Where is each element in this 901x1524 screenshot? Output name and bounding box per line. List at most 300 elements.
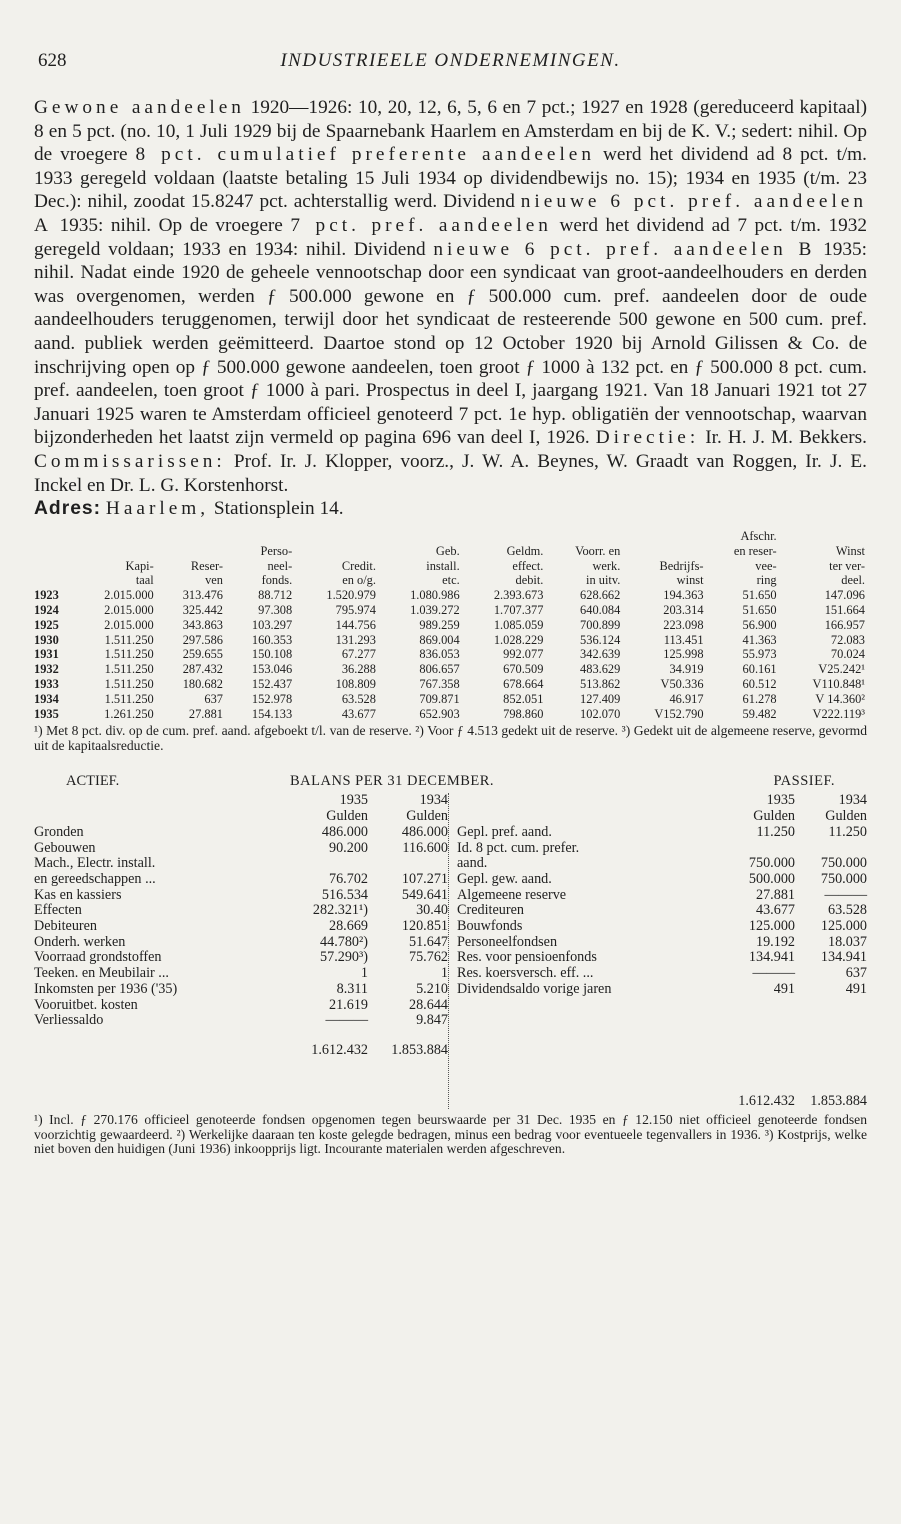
- balance-row: [457, 935, 867, 951]
- address-line: [34, 497, 867, 521]
- balance-row: [457, 856, 867, 872]
- column-header: [34, 544, 72, 559]
- activa-column: [34, 793, 449, 1109]
- table-cell: 41.363: [742, 632, 777, 647]
- table-cell: 51.650: [742, 603, 777, 618]
- table-cell: 36.288: [341, 662, 376, 677]
- table-cell: 852.051: [503, 691, 544, 706]
- table-cell: 678.664: [503, 677, 544, 692]
- table-cell: 513.862: [580, 677, 621, 692]
- table-cell: 1.511.250: [104, 677, 154, 692]
- body-text: 1935: nihil. Op de vroegere: [51, 214, 291, 236]
- balance-sheet: [34, 793, 867, 1109]
- balance-item-value: ———: [752, 965, 795, 982]
- balance-item-value: 750.000: [820, 855, 867, 872]
- balance-item-label: Personeelfondsen: [457, 934, 558, 950]
- balance-item-value: ———: [824, 886, 867, 903]
- table-cell: 836.053: [419, 647, 460, 662]
- column-header: [156, 544, 225, 559]
- balance-item-value: 57.290³): [320, 949, 368, 966]
- table-row: [34, 647, 867, 662]
- table-row: [34, 603, 867, 618]
- table-cell: 992.077: [503, 647, 544, 662]
- table-cell: 43.677: [341, 706, 376, 721]
- table-cell: 1.028.229: [493, 632, 544, 647]
- address-label: Adres:: [34, 498, 102, 520]
- unit-header: Gulden: [753, 808, 795, 825]
- balance-item-value: 491: [773, 980, 795, 997]
- row-year: 1931: [34, 647, 59, 662]
- running-title: INDUSTRIEELE ONDERNEMINGEN.: [280, 50, 621, 71]
- table-cell: 343.863: [182, 617, 223, 632]
- table-cell: 160.353: [251, 632, 293, 647]
- table-cell: 55.973: [742, 647, 777, 662]
- balance-item-label: Algemeene reserve: [457, 887, 567, 903]
- total-1934: 1.853.884: [810, 1092, 867, 1109]
- table-cell: 144.756: [335, 617, 376, 632]
- balance-item-value: ———: [325, 1012, 368, 1029]
- table-cell: 709.871: [419, 691, 460, 706]
- balance-item-label: aand.: [457, 856, 488, 872]
- balance-row: [34, 935, 448, 951]
- balance-row: [34, 1013, 448, 1029]
- balance-item-value: [368, 856, 448, 872]
- balance-item-value: 90.200: [328, 839, 368, 856]
- column-header: Afschr.: [740, 529, 777, 544]
- column-header: [545, 529, 622, 544]
- table-cell: 151.664: [824, 603, 865, 618]
- balance-item-value: 1: [360, 965, 368, 982]
- balance-item-value: 51.647: [408, 933, 448, 950]
- balance-item-label: Onderh. werken: [34, 934, 126, 950]
- balance-row: [457, 872, 867, 888]
- address-city: Haarlem,: [105, 498, 210, 520]
- balance-item-value: 28.669: [328, 918, 368, 935]
- spaced-term: nieuwe 6 pct. pref. aandeelen A: [34, 191, 867, 236]
- balance-item-label: en gereedschappen ...: [34, 871, 156, 887]
- table-cell: 1.511.250: [104, 691, 154, 706]
- table-cell: 60.512: [742, 677, 777, 692]
- balance-item-label: Gebouwen: [34, 840, 96, 856]
- passiva-column: [449, 793, 867, 1109]
- table-cell: 342.639: [580, 647, 621, 662]
- column-header: [225, 529, 294, 544]
- column-header: etc.: [442, 573, 460, 588]
- balance-item-value: 5.210: [416, 980, 448, 997]
- column-header: vee-: [755, 558, 777, 573]
- balance-item-value: 500.000: [748, 870, 795, 887]
- column-header: Kapi-: [125, 558, 154, 573]
- row-year: 1930: [34, 632, 59, 647]
- table-cell: 806.657: [419, 662, 460, 677]
- table-cell: 67.277: [341, 647, 376, 662]
- table-cell: 154.133: [251, 706, 293, 721]
- balance-item-value: 30.40: [416, 902, 448, 919]
- table-cell: 795.974: [335, 603, 376, 618]
- table-cell: V50.336: [660, 677, 704, 692]
- table-cell: 102.070: [580, 706, 621, 721]
- column-header: [34, 529, 72, 544]
- table-cell: 46.917: [669, 691, 704, 706]
- balance-item-label: Gepl. pref. aand.: [457, 824, 552, 840]
- table-cell: 59.482: [742, 706, 777, 721]
- total-1935: 1.612.432: [311, 1042, 368, 1058]
- balance-row: [34, 841, 448, 857]
- column-header: effect.: [512, 558, 544, 573]
- column-header: ring: [756, 573, 777, 588]
- spaced-term: 7 pct. pref. aandeelen: [290, 214, 552, 236]
- table-cell: 1.085.059: [493, 617, 544, 632]
- address-street: Stationsplein 14.: [209, 498, 344, 520]
- table-cell: 2.015.000: [104, 617, 154, 632]
- balance-item-value: 516.534: [321, 886, 368, 903]
- balance-item-value: 282.321¹): [312, 902, 368, 919]
- table-cell: 127.409: [580, 691, 621, 706]
- balance-title: BALANS PER 31 DECEMBER.: [290, 773, 495, 790]
- table-row: [34, 633, 867, 648]
- balance-item-label: Gronden: [34, 824, 84, 840]
- column-header: ter ver-: [829, 558, 865, 573]
- activa-totals: [34, 1043, 448, 1059]
- balance-item-value: 134.941: [820, 949, 867, 966]
- table-row: [34, 662, 867, 677]
- table-cell: 1.039.272: [410, 603, 460, 618]
- column-header: [294, 544, 378, 559]
- balance-item-value: 18.037: [827, 933, 867, 950]
- table-cell: V110.848¹: [812, 677, 865, 692]
- table-cell: 103.297: [251, 617, 293, 632]
- table-row: [34, 692, 867, 707]
- table-cell: 325.442: [182, 603, 223, 618]
- table-cell: V 14.360²: [815, 691, 865, 706]
- table-cell: V25.242¹: [818, 662, 865, 677]
- balance-item-label: Teeken. en Meubilair ...: [34, 966, 169, 982]
- body-text: 1920—1926: 10, 20, 12, 6, 5, 6 en 7 pct.; 1927 en 1928 (gereduceerd kapitaal) 8 en 5 pct. (no. 10, 1 Juli 1929 bij de Spaarnebank Haarlem en Amsterdam en bij de K. V.; sedert: nihil. Op de vroegere: [34, 97, 867, 166]
- column-header: Geldm.: [506, 543, 544, 558]
- column-header: [779, 529, 867, 544]
- balance-footnotes: ¹) Incl. ƒ 270.176 officieel genoteerde fondsen opgenomen tegen beurswaarde per 31 Dec. 1935 en ƒ 12.150 niet officieel genoteerde fondsen voorzichtig gewaardeerd. ²) Werkelijke daaraan ten koste gelegde bedragen, minus een bedrag voor eventueele tegenvallers in 1936. ³) Kostprijs, welke niet boven den huidigen (Juni 1936) inkoopprijs ligt. Incourante materialen werden afgeschreven.: [34, 1112, 867, 1157]
- table-cell: 313.476: [182, 588, 223, 603]
- column-header: Perso-: [260, 543, 293, 558]
- balance-item-value: 116.600: [402, 839, 448, 856]
- row-year: 1932: [34, 662, 59, 677]
- balance-item-label: Effecten: [34, 903, 82, 919]
- balance-item-label: Gepl. gew. aand.: [457, 871, 552, 887]
- balance-item-label: Bouwfonds: [457, 919, 523, 935]
- page-number: 628: [38, 50, 67, 71]
- table-cell: V152.790: [654, 706, 704, 721]
- table-cell: 1.511.250: [104, 632, 154, 647]
- column-header: en reser-: [733, 543, 777, 558]
- year-header: 1935: [766, 792, 795, 809]
- balance-item-value: 44.780²): [320, 933, 368, 950]
- balance-item-value: 125.000: [748, 918, 795, 935]
- column-header: Credit.: [341, 558, 376, 573]
- column-header: ven: [205, 573, 223, 588]
- column-header: en o/g.: [342, 573, 376, 588]
- balance-item-value: 486.000: [401, 823, 448, 840]
- table-header-row: [34, 529, 867, 544]
- table-cell: 637: [204, 691, 223, 706]
- table-cell: 150.108: [251, 647, 293, 662]
- table-cell: 153.046: [251, 662, 293, 677]
- table-row: [34, 677, 867, 692]
- unit-header: Gulden: [406, 808, 448, 825]
- table-header-row: [34, 573, 867, 588]
- table-cell: 88.712: [258, 588, 293, 603]
- table-cell: 869.004: [419, 632, 460, 647]
- table-header-row: [34, 544, 867, 559]
- balance-row: [34, 919, 448, 935]
- table-cell: 61.278: [742, 691, 777, 706]
- passiva-unit-header: [457, 809, 867, 825]
- balance-row: [457, 919, 867, 935]
- table-cell: 34.919: [669, 662, 704, 677]
- column-header: deel.: [841, 573, 865, 588]
- balance-item-value: 19.192: [755, 933, 795, 950]
- table-cell: 2.015.000: [104, 603, 154, 618]
- year-header: 1935: [339, 792, 368, 809]
- row-year: 1924: [34, 603, 59, 618]
- column-header: install.: [426, 558, 460, 573]
- table-row: [34, 588, 867, 603]
- table-cell: 2.015.000: [104, 588, 154, 603]
- balance-item-value: 486.000: [321, 823, 368, 840]
- table-cell: 287.432: [182, 662, 223, 677]
- column-header: werk.: [592, 558, 621, 573]
- column-header: [156, 529, 225, 544]
- column-header: [72, 544, 156, 559]
- body-text: Ir. H. J. M. Bekkers.: [699, 427, 867, 449]
- balance-item-value: 28.644: [408, 996, 448, 1013]
- balance-item-label: Dividendsaldo vorige jaren: [457, 981, 612, 997]
- balance-item-value: 8.311: [336, 980, 368, 997]
- balance-item-value: 76.702: [328, 870, 368, 887]
- balance-item-label: Debiteuren: [34, 919, 98, 935]
- row-year: 1925: [34, 617, 59, 632]
- column-header: [378, 529, 462, 544]
- balance-row: [34, 982, 448, 998]
- balance-item-value: 11.250: [828, 823, 867, 840]
- balance-item-value: 549.641: [401, 886, 448, 903]
- balance-item-value: 750.000: [748, 855, 795, 872]
- year-header: 1934: [838, 792, 867, 809]
- activa-label: ACTIEF.: [66, 773, 120, 790]
- balance-item-label: Crediteuren: [457, 903, 524, 919]
- balance-item-label: Id. 8 pct. cum. prefer.: [457, 840, 580, 856]
- table-cell: 536.124: [580, 632, 621, 647]
- page-header: [34, 50, 867, 90]
- column-header: [34, 573, 72, 588]
- balance-row: [457, 966, 867, 982]
- balance-item-value: [725, 841, 795, 857]
- balance-item-value: 134.941: [748, 949, 795, 966]
- table-cell: 628.662: [580, 588, 621, 603]
- balance-item-value: 125.000: [820, 918, 867, 935]
- balance-item-label: Inkomsten per 1936 ('35): [34, 981, 178, 997]
- dividend-paragraph: [34, 96, 867, 497]
- table-cell: 652.903: [419, 706, 460, 721]
- table-cell: 51.650: [742, 588, 777, 603]
- column-header: winst: [676, 573, 704, 588]
- table-cell: 194.363: [663, 588, 704, 603]
- table-cell: 108.809: [335, 677, 376, 692]
- balance-item-value: 43.677: [755, 902, 795, 919]
- table-cell: V222.119³: [812, 706, 865, 721]
- table-cell: 483.629: [580, 662, 621, 677]
- row-year: 1934: [34, 691, 59, 706]
- table-cell: 56.900: [742, 617, 777, 632]
- column-header: Reser-: [190, 558, 223, 573]
- row-year: 1923: [34, 588, 59, 603]
- balance-item-value: 11.250: [756, 823, 795, 840]
- table-cell: 798.860: [503, 706, 544, 721]
- statistics-notes: ¹) Met 8 pct. div. op de cum. pref. aand. afgeboekt t/l. van de reserve. ²) Voor ƒ 4.513 gedekt uit de reserve. ³) Gedekt uit de algemeene reserve, gevormd uit de kapitaalsreductie.: [34, 723, 867, 754]
- column-header: in uitv.: [586, 573, 621, 588]
- column-header: [34, 559, 72, 574]
- column-header: neel-: [267, 558, 293, 573]
- balance-row: [457, 825, 867, 841]
- table-cell: 63.528: [341, 691, 376, 706]
- spaced-term: nieuwe 6 pct. pref. aandeelen B: [433, 238, 816, 260]
- balance-item-value: 107.271: [401, 870, 448, 887]
- statistics-table: [34, 529, 867, 721]
- balance-row: [34, 872, 448, 888]
- balance-item-value: 120.851: [401, 918, 448, 935]
- column-header: Voorr. en: [575, 543, 621, 558]
- table-cell: 1.511.250: [104, 662, 154, 677]
- body-text: 1935: nihil. Nadat einde 1920 de geheele vennootschap door een syndicaat van groot-aandeelhouders en derden was overgenomen, werden ƒ 500.000 gewone en ƒ 500.000 cum. pref. aandeelen door de oude aandeelhouders teruggenomen, terwijl door het syndicaat de resteerende 500 gewone en 500 cum. pref. aand. publiek werden geëmitteerd. Daartoe stond op 12 October 1920 bij Arnold Gilissen & Co. de inschrijving open op ƒ 500.000 gewone aandeelen, toen groot ƒ 1000 à 132 pct. en ƒ 500.000 8 pct. cum. pref. aandeelen, toen groot ƒ 1000 à pari. Prospectus in deel I, jaargang 1921. Van 18 Januari 1921 tot 27 Januari 1925 waren te Amsterdam officieel genoteerd 7 pct. 1e hyp. obligatiën der vennootschap, waarvan bijzonderheden het laatst zijn vermeld op pagina 696 van deel I, 1926.: [34, 238, 868, 449]
- balance-item-value: 750.000: [820, 870, 867, 887]
- balance-item-value: 637: [845, 965, 867, 982]
- balance-item-value: 63.528: [827, 902, 867, 919]
- balance-item-value: 9.847: [416, 1012, 448, 1029]
- body-text: werd het dividend ad 7 pct. t/m. 1932 geregeld voldaan; 1933 en 1934: nihil. Dividend: [34, 214, 868, 260]
- balance-item-value: [296, 856, 368, 872]
- column-header: [462, 529, 546, 544]
- spaced-term: Commissarissen:: [34, 450, 226, 472]
- total-1935: 1.612.432: [738, 1092, 795, 1109]
- table-cell: 1.707.377: [493, 603, 544, 618]
- column-header: [622, 544, 705, 559]
- balance-row: [457, 903, 867, 919]
- row-year: 1935: [34, 706, 59, 721]
- table-cell: 989.259: [419, 617, 460, 632]
- column-header: Winst: [835, 543, 865, 558]
- table-cell: 97.308: [258, 603, 293, 618]
- balance-item-value: 75.762: [408, 949, 448, 966]
- activa-unit-header: [34, 809, 448, 825]
- balance-row: [34, 998, 448, 1014]
- unit-header: Gulden: [326, 808, 368, 825]
- table-cell: 767.358: [419, 677, 460, 692]
- table-cell: 700.899: [580, 617, 621, 632]
- table-cell: 297.586: [182, 632, 223, 647]
- table-cell: 166.957: [824, 617, 865, 632]
- body-text: Prof. Ir. J. Klopper, voorz., J. W. A. Beynes, W. Graadt van Roggen, Ir. J. E. Inckel en Dr. L. G. Korstenhorst.: [34, 450, 867, 496]
- table-cell: 180.682: [182, 677, 223, 692]
- balance-row: [34, 903, 448, 919]
- balance-row: [457, 950, 867, 966]
- table-cell: 70.024: [830, 647, 865, 662]
- balance-row: [34, 888, 448, 904]
- table-row: [34, 618, 867, 633]
- table-cell: 640.084: [580, 603, 621, 618]
- table-cell: 2.393.673: [493, 588, 544, 603]
- table-cell: 1.511.250: [104, 647, 154, 662]
- spaced-term: 8 pct. cumulatief preferente aandeelen: [135, 144, 596, 166]
- balance-row: [457, 888, 867, 904]
- table-cell: 223.098: [663, 617, 704, 632]
- table-cell: 152.437: [251, 677, 293, 692]
- balance-item-label: Res. voor pensioenfonds: [457, 950, 597, 966]
- balance-row: [34, 950, 448, 966]
- year-header: 1934: [419, 792, 448, 809]
- unit-header: Gulden: [825, 808, 867, 825]
- table-cell: 131.293: [335, 632, 376, 647]
- passiva-label: PASSIEF.: [773, 773, 835, 790]
- table-cell: 259.655: [182, 647, 223, 662]
- column-header: fonds.: [261, 573, 293, 588]
- table-cell: 203.314: [663, 603, 704, 618]
- balance-item-value: 21.619: [328, 996, 368, 1013]
- spaced-term: Gewone aandeelen: [34, 97, 245, 118]
- table-cell: 147.096: [824, 588, 865, 603]
- activa-year-header: [34, 793, 448, 809]
- balance-item-value: 1: [440, 965, 448, 982]
- table-cell: 72.083: [830, 632, 865, 647]
- spaced-term: Directie:: [595, 427, 700, 449]
- table-cell: 113.451: [663, 632, 704, 647]
- balance-item-value: [795, 841, 867, 857]
- column-header: [294, 529, 378, 544]
- table-cell: 1.080.986: [410, 588, 460, 603]
- passiva-year-header: [457, 793, 867, 809]
- balance-row: [34, 856, 448, 872]
- balance-row: [34, 825, 448, 841]
- table-cell: 27.881: [188, 706, 223, 721]
- table-cell: 1.261.250: [104, 706, 154, 721]
- balance-row: [457, 982, 867, 998]
- balance-item-label: Voorraad grondstoffen: [34, 950, 162, 966]
- balance-item-label: Mach., Electr. install.: [34, 856, 156, 872]
- balance-item-label: Verliessaldo: [34, 1013, 104, 1029]
- column-header: Bedrijfs-: [659, 558, 704, 573]
- table-cell: 125.998: [663, 647, 704, 662]
- table-cell: 670.509: [503, 662, 544, 677]
- table-cell: 152.978: [251, 691, 293, 706]
- balance-item-label: Res. koersversch. eff. ...: [457, 966, 594, 982]
- table-cell: 60.161: [742, 662, 777, 677]
- column-header: taal: [135, 573, 154, 588]
- table-row: [34, 707, 867, 722]
- balance-row: [34, 966, 448, 982]
- balance-item-label: Vooruitbet. kosten: [34, 997, 138, 1013]
- table-cell: 1.520.979: [326, 588, 376, 603]
- balance-item-value: 27.881: [755, 886, 795, 903]
- column-header: [622, 529, 705, 544]
- balance-header: [34, 773, 867, 793]
- balance-row: [457, 841, 867, 857]
- column-header: debit.: [515, 573, 544, 588]
- body-text: werd het dividend ad 8 pct. t/m. 1933 geregeld voldaan (laatste betaling 15 Juli 1934 op dividendbewijs no. 15); 1934 en 1935 (t/m. 23 Dec.): nihil, zoodat 15.8247 pct. achterstallig werd. Dividend: [34, 144, 867, 213]
- passiva-totals: [457, 1094, 867, 1110]
- total-1934: 1.853.884: [391, 1042, 448, 1058]
- table-header-row: [34, 559, 867, 574]
- balance-item-label: Kas en kassiers: [34, 887, 122, 903]
- row-year: 1933: [34, 677, 59, 692]
- column-header: Geb.: [435, 543, 460, 558]
